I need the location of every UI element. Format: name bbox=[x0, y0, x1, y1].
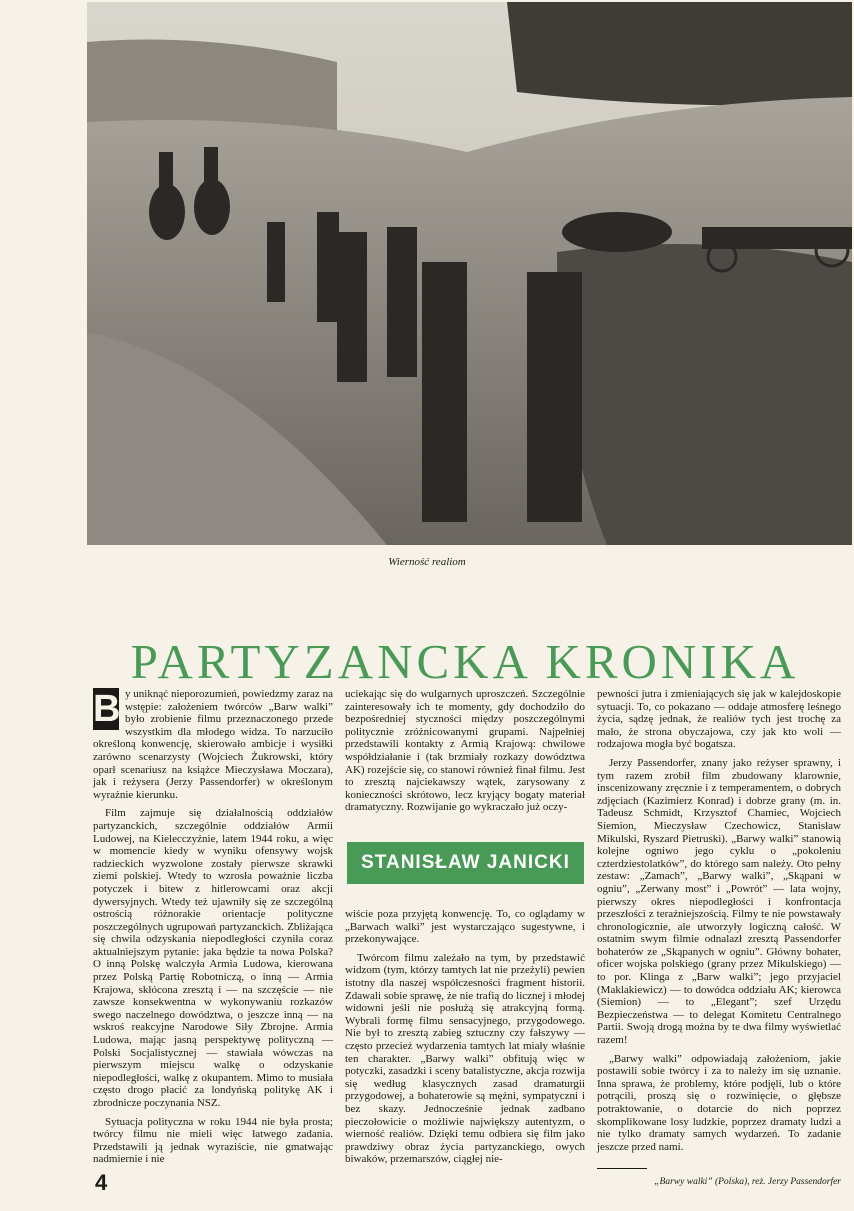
drop-cap: B bbox=[93, 688, 121, 730]
photo-caption: Wierność realiom bbox=[388, 556, 466, 568]
paragraph: pewności jutra i zmieniających się jak w kalejdoskopie sytuacji. To, co pokazano — oddaje atmosferę leśnego życia, sądzę jednak, że realiów tych jest trochę za mało, że strona obyczajowa, czy jak kto woli — rodzajowa mogła być bogatsza. bbox=[597, 688, 841, 751]
paragraph: uciekając się do wulgarnych uproszczeń. Szczególnie zainteresowały ich te momenty, gdy dochodziło do bezpośredniej styczności między poszczególnymi politycznie zróżnicowanymi grupami. Najpełniej przedstawili kontakty z Armią Krajową: chwilowe współdziałanie i (tak brzmiały rozkazy dowództwa AK) rozejście się, co stanowi również finał filmu. Jest to zresztą najciekawszy wątek, zarysowany z konieczności skrótowo, lecz kryjący bogaty materiał dramatyczny. Rozwijanie go wykraczało już oczy- bbox=[345, 688, 585, 814]
film-credit: „Barwy walki” (Polska), reż. Jerzy Passendorfer bbox=[654, 1177, 841, 1187]
paragraph: Sytuacja polityczna w roku 1944 nie była prosta; twórcy filmu nie mieli więc łatwego zadania. Przedstawili ją jednak wyraziście, nie gmatwając nadmiernie i nie bbox=[93, 1115, 333, 1166]
credit-divider bbox=[597, 1168, 647, 1169]
paragraph: Twórcom filmu zależało na tym, by przedstawić widzom (tym, którzy tamtych lat nie przeżyli) pewien istotny dla naszej współczesności fragment historii. Zdawali sobie sprawę, że nie trafią do licznej i młodej widowni jeśli nie posłużą się atrakcyjną formą. Wybrali formę filmu sensacyjnego, przygodowego. Nie był to zresztą zabieg sztuczny czy fałszywy — często przecież wydarzenia tamtych lat miały właśnie ten charakter. „Barwy walki” obfitują więc w potyczki, zasadzki i sceny batalistyczne, akcja rozwija się według klasycznych zasad dramaturgii przygodowej, a bohaterowie są mężni, sympatyczni i bez skazy. Jednocześnie jednak zadbano pieczołowicie o możliwie największy autentyzm, o wierność realiów. Dzięki temu odbiera się film jako prawdziwy obraz życia partyzanckiego, owych biwaków, przemarszów, ciągłej nie- bbox=[345, 951, 585, 1166]
paragraph: „Barwy walki” odpowiadają założeniom, jakie postawili sobie twórcy i za to należy im się uznanie. Inna sprawa, że problemy, które podjęli, lub o które potrącili, proszą się o rozwinięcie, o głębsze potraktowanie, o dotarcie do nich poprzez skomplikowane losy ludzkie, poprzez dramaty ludzi a nie tylko dramaty samych wydarzeń. To zadanie jeszcze przed nami. bbox=[597, 1052, 841, 1153]
article-column-3 bbox=[597, 688, 841, 1159]
paragraph: wiście poza przyjętą konwencję. To, co oglądamy w „Barwach walki” jest wystarczająco sugestywne, i przekonywające. bbox=[345, 908, 585, 946]
partisans-photo bbox=[87, 2, 852, 545]
article-title: PARTYZANCKA KRONIKA bbox=[130, 633, 800, 689]
paragraph: Jerzy Passendorfer, znany jako reżyser sprawny, i tym razem zrobił film zbudowany klarownie, inscenizowany zręcznie i z temperamentem, o dobrych zdjęciach (Kazimierz Konrad) i dobrze grany (m. in. Tadeusz Schmidt, Krzysztof Chamiec, Wojciech Siemion, Mieczysław Czechowicz, Stanisław Mikulski, Ryszard Pietruski). „Barwy walki” stanowią kolejne ogniwo jego cyklu o „pokoleniu czterdziestolatków”, do którego sam należy. Oto pełny zestaw: „Zamach”, „Barwy walki”, „Skąpani w ogniu”, „Zerwany most” i „Powrót” — lata wojny, pierwszy okres niepodległości i konfrontacja przeszłości z teraźniejszością. Filmy te nie powstawały chronologicznie, ale utworzyły logiczną całość. W ostatnim swym filmie odnalazł zresztą Passendorfer bohaterów ze „Skąpanych w ogniu”. Główny bohater, oficer wojska polskiego (grany przez Mikulskiego) — to por. Klinga z „Barw walki”; jego przyjaciel (Maklakiewicz) — to dowódca oddziału AK; kierowca (Siemion) — to „Elegant”; szef Urzędu Bezpieczeństwa — to delegat Komitetu Centralnego Partii. Swoją drogą można by te dwa filmy wyświetlać razem! bbox=[597, 756, 841, 1047]
paragraph: Film zajmuje się działalnością oddziałów partyzanckich, szczególnie oddziałów Armii Ludowej, na Kielecczyźnie, latem 1944 roku, a więc w momencie kiedy w wyniku ofensywy wojsk radzieckich wyzwolone zostały pierwsze skrawki ziemi polskiej. Wtedy to wzrosła poważnie liczba potyczek i bitew z hitlerowcami oraz akcji dywersyjnych. Wtedy też ujawniły się ze szczególną ostrością różnorakie orientacje polityczne poszczególnych ugrupowań partyzanckich. Zbliżająca się chwila odzyskania niepodległości czyniła coraz aktualniejszym pytanie: jaka będzie ta nowa Polska? O inną Polskę walczyła Armia Ludowa, kierowana przez Polską Partię Robotniczą, o inną — Armia Krajowa, skłócona zresztą i — na szczęście — nie zawsze konsekwentna w wykonywaniu rozkazów swego naczelnego dowództwa, o jeszcze inną — na wskroś reakcyjne Narodowe Siły Zbrojne. Armia Ludowa, mając jasną perspektywę polityczną — Polski Socjalistycznej — stawiała wówczas na pierwszym miejscu walkę o odzyskanie niepodległości, walkę z okupantem. Mimo to musiała często drogo płacić za londyńską politykę AK i zbrodnicze poczynania NSZ. bbox=[93, 807, 333, 1109]
paragraph: y uniknąć nieporozumień, powiedzmy zaraz na wstępie: założeniem twórców „Barw walki” było zrobienie filmu przeznaczonego przede wszystkim dla młodego widza. To narzuciło określoną konwencję, skierowało ambicje i wysiłki zarówno scenarzysty (Wojciech Żukrowski, który oparł scenariusz na książce Mieczysława Moczara), jak i reżysera (Jerzy Passendorfer) w określonym wyraźnie kierunku. bbox=[93, 688, 333, 801]
page-number: 4 bbox=[95, 1170, 108, 1195]
author-banner: STANISŁAW JANICKI bbox=[347, 842, 584, 884]
article-column-1 bbox=[93, 688, 333, 1172]
article-column-2-top bbox=[345, 688, 585, 820]
photo-illustration bbox=[87, 2, 852, 545]
article-column-2-bottom bbox=[345, 908, 585, 1172]
